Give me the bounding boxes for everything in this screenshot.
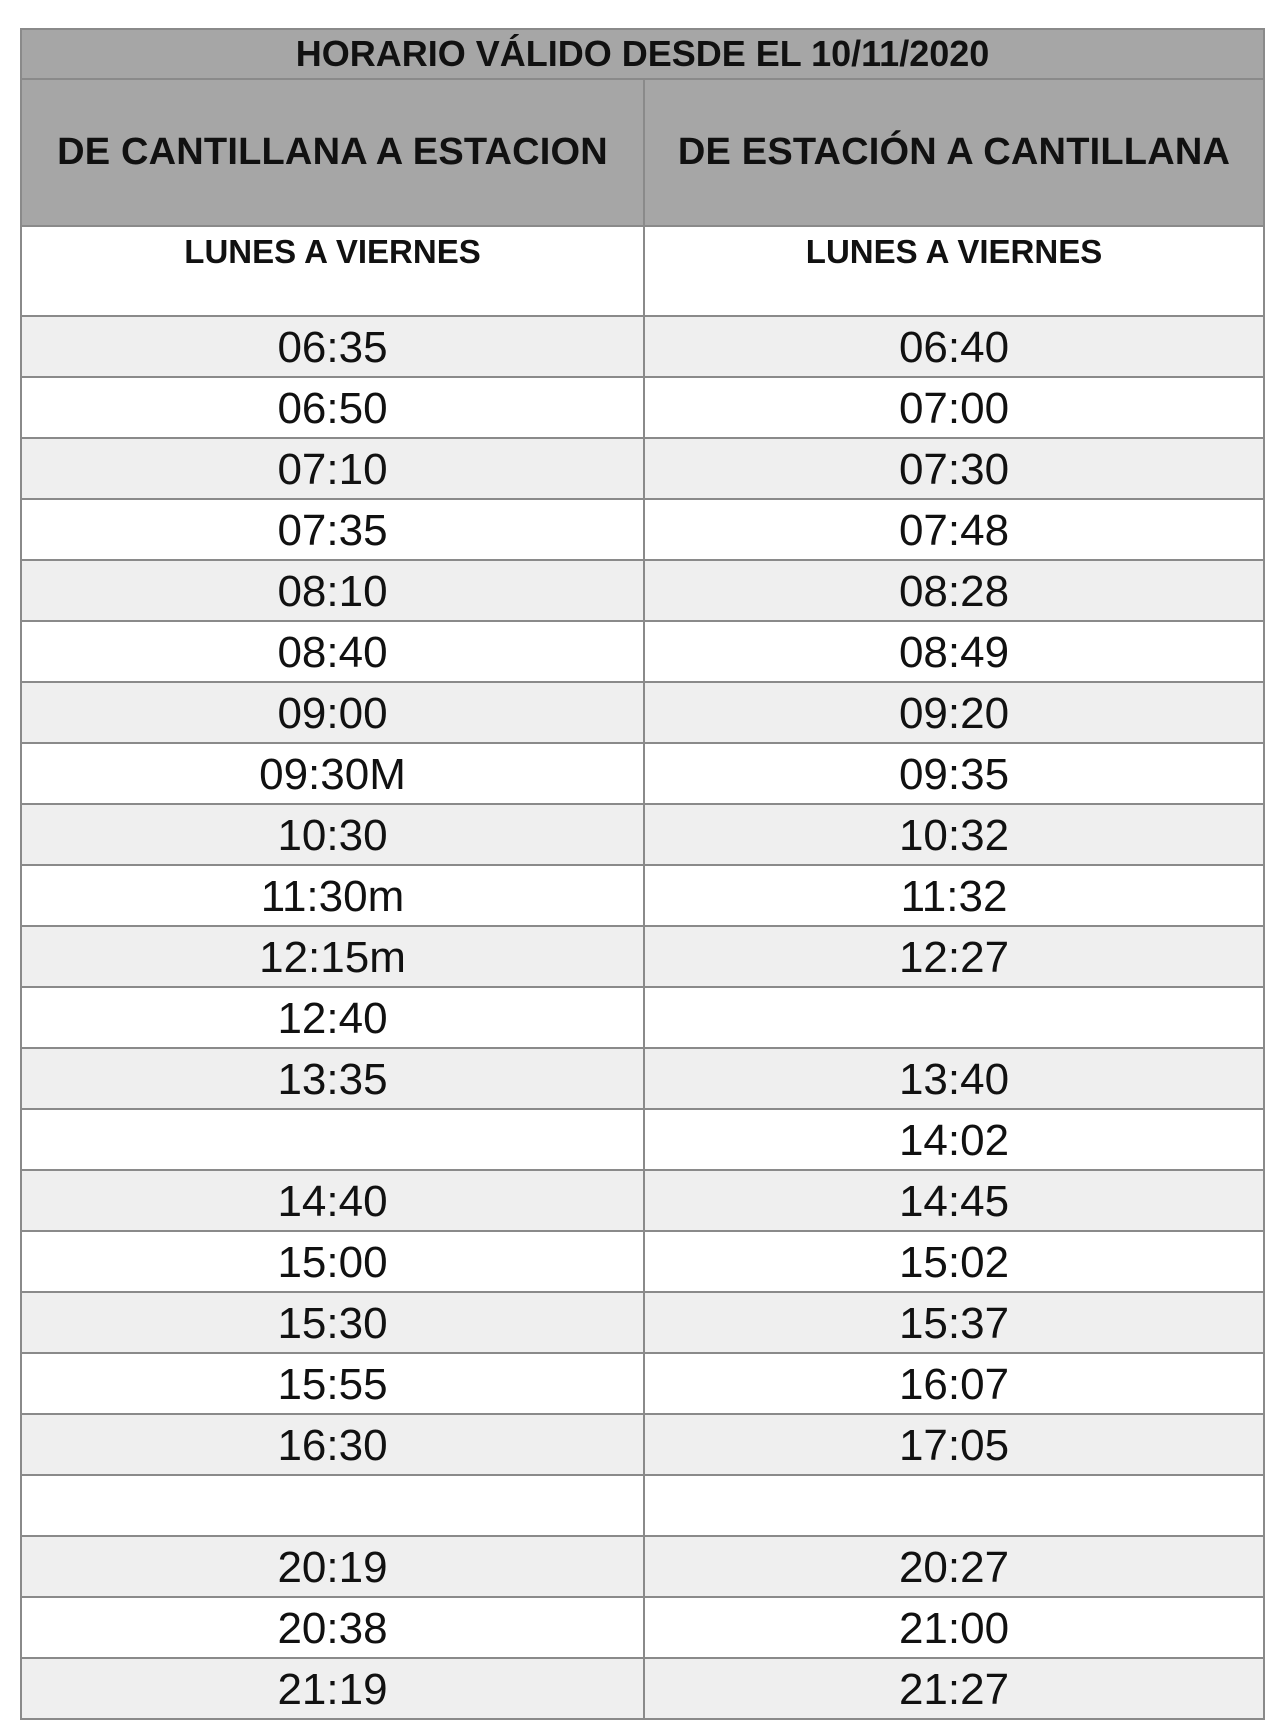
table-row	[21, 804, 1264, 865]
departure-time-left: 14:40	[21, 1170, 644, 1231]
table-row	[21, 1414, 1264, 1475]
departure-time-left: 11:30m	[21, 865, 644, 926]
departure-time-right: 21:00	[644, 1597, 1264, 1658]
departure-time-right: 09:20	[644, 682, 1264, 743]
table-row	[21, 1048, 1264, 1109]
departure-time-right: 08:49	[644, 621, 1264, 682]
departure-time-left	[21, 1109, 644, 1170]
table-row	[21, 865, 1264, 926]
departure-time-right: 20:27	[644, 1536, 1264, 1597]
title-row	[21, 29, 1264, 79]
departure-time-left: 06:35	[21, 316, 644, 377]
departure-time-right: 17:05	[644, 1414, 1264, 1475]
departure-time-right: 06:40	[644, 316, 1264, 377]
departure-time-left: 16:30	[21, 1414, 644, 1475]
departure-time-left: 07:35	[21, 499, 644, 560]
departure-time-right: 07:30	[644, 438, 1264, 499]
departure-time-left: 15:55	[21, 1353, 644, 1414]
table-row	[21, 499, 1264, 560]
departure-time-right: 15:02	[644, 1231, 1264, 1292]
days-row	[21, 226, 1264, 316]
departure-time-right: 08:28	[644, 560, 1264, 621]
departure-time-left: 20:19	[21, 1536, 644, 1597]
departure-time-left: 15:30	[21, 1292, 644, 1353]
departure-time-left: 08:10	[21, 560, 644, 621]
departure-time-right: 14:02	[644, 1109, 1264, 1170]
departure-time-right: 10:32	[644, 804, 1264, 865]
days-right-label: LUNES A VIERNES	[644, 226, 1264, 316]
departure-time-left: 09:00	[21, 682, 644, 743]
departure-time-left	[21, 1475, 644, 1536]
departure-time-left: 15:00	[21, 1231, 644, 1292]
departure-time-right	[644, 987, 1264, 1048]
table-row	[21, 1475, 1264, 1536]
departure-time-left: 06:50	[21, 377, 644, 438]
schedule-title: HORARIO VÁLIDO DESDE EL 10/11/2020	[21, 29, 1264, 79]
table-row	[21, 438, 1264, 499]
departure-time-right: 11:32	[644, 865, 1264, 926]
departure-time-right: 13:40	[644, 1048, 1264, 1109]
table-row	[21, 1658, 1264, 1719]
table-row	[21, 1597, 1264, 1658]
table-row	[21, 1231, 1264, 1292]
table-row	[21, 987, 1264, 1048]
departure-time-right: 07:48	[644, 499, 1264, 560]
table-row	[21, 560, 1264, 621]
departure-time-left: 13:35	[21, 1048, 644, 1109]
direction-header-row	[21, 79, 1264, 226]
departure-time-left: 20:38	[21, 1597, 644, 1658]
table-row	[21, 621, 1264, 682]
table-row	[21, 743, 1264, 804]
departure-time-left: 07:10	[21, 438, 644, 499]
departure-time-left: 08:40	[21, 621, 644, 682]
days-left-label: LUNES A VIERNES	[21, 226, 644, 316]
departure-time-right: 09:35	[644, 743, 1264, 804]
departure-time-right: 16:07	[644, 1353, 1264, 1414]
table-row	[21, 316, 1264, 377]
departure-time-right: 07:00	[644, 377, 1264, 438]
departure-time-right: 12:27	[644, 926, 1264, 987]
schedule-body	[21, 29, 1264, 1719]
departure-time-right: 21:27	[644, 1658, 1264, 1719]
table-row	[21, 926, 1264, 987]
departure-time-right	[644, 1475, 1264, 1536]
table-row	[21, 682, 1264, 743]
departure-time-left: 12:15m	[21, 926, 644, 987]
direction-left-header: DE CANTILLANA A ESTACION	[21, 79, 644, 226]
table-row	[21, 1109, 1264, 1170]
departure-time-left: 12:40	[21, 987, 644, 1048]
direction-right-header: DE ESTACIÓN A CANTILLANA	[644, 79, 1264, 226]
departure-time-left: 21:19	[21, 1658, 644, 1719]
table-row	[21, 377, 1264, 438]
table-row	[21, 1536, 1264, 1597]
departure-time-left: 10:30	[21, 804, 644, 865]
departure-time-right: 14:45	[644, 1170, 1264, 1231]
departure-time-right: 15:37	[644, 1292, 1264, 1353]
table-row	[21, 1170, 1264, 1231]
schedule-table	[20, 28, 1265, 1720]
table-row	[21, 1292, 1264, 1353]
departure-time-left: 09:30M	[21, 743, 644, 804]
table-row	[21, 1353, 1264, 1414]
